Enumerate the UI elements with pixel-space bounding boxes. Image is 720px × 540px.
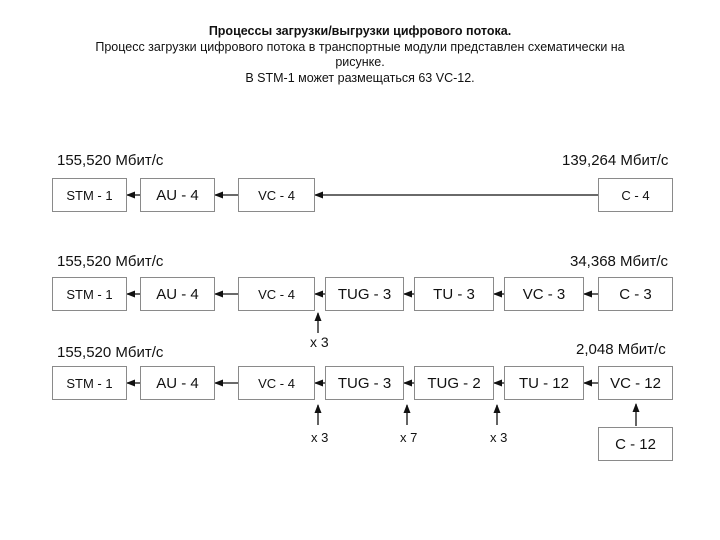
row3-multiplier-2: x 7 [400, 430, 418, 445]
row2-multiplier: x 3 [310, 334, 329, 350]
row1-vc4-box: VC - 4 [238, 178, 315, 212]
row2-au4-box: AU - 4 [140, 277, 215, 311]
row3-stm1-box: STM - 1 [52, 366, 127, 400]
row3-multiplier-1: x 3 [311, 430, 329, 445]
row1-left-rate: 155,520 Мбит/с [57, 152, 164, 169]
row1-au4-box: AU - 4 [140, 178, 215, 212]
description-line-2: рисунке. [335, 55, 385, 69]
row2-stm1-box: STM - 1 [52, 277, 127, 311]
row1-stm1-box: STM - 1 [52, 178, 127, 212]
row2-right-rate: 34,368 Мбит/с [570, 253, 669, 270]
row1-right-rate: 139,264 Мбит/с [562, 152, 669, 169]
row3-vc12-box: VC - 12 [598, 366, 673, 400]
row2-tug3-box: TUG - 3 [325, 277, 404, 311]
row2-tu3-box: TU - 3 [414, 277, 494, 311]
row3-right-rate: 2,048 Мбит/с [576, 341, 666, 358]
row3-multiplier-3: x 3 [490, 430, 508, 445]
row2-c3-box: C - 3 [598, 277, 673, 311]
row3-au4-box: AU - 4 [140, 366, 215, 400]
row3-c12-box: C - 12 [598, 427, 673, 461]
row3-left-rate: 155,520 Мбит/с [57, 344, 164, 361]
row2-left-rate: 155,520 Мбит/с [57, 253, 164, 270]
description-line-3: В STM-1 может размещаться 63 VC-12. [245, 70, 475, 85]
description-line-1: Процесс загрузки цифрового потока в транспортные модули представлен схематически на [95, 39, 625, 54]
row3-tug2-box: TUG - 2 [414, 366, 494, 400]
row3-tug3-box: TUG - 3 [325, 366, 404, 400]
row3-vc4-box: VC - 4 [238, 366, 315, 400]
row2-vc4-box: VC - 4 [238, 277, 315, 311]
page-title: Процессы загрузки/выгрузки цифрового потока. [208, 24, 512, 38]
row3-tu12-box: TU - 12 [504, 366, 584, 400]
row2-vc3-box: VC - 3 [504, 277, 584, 311]
row1-c4-box: C - 4 [598, 178, 673, 212]
